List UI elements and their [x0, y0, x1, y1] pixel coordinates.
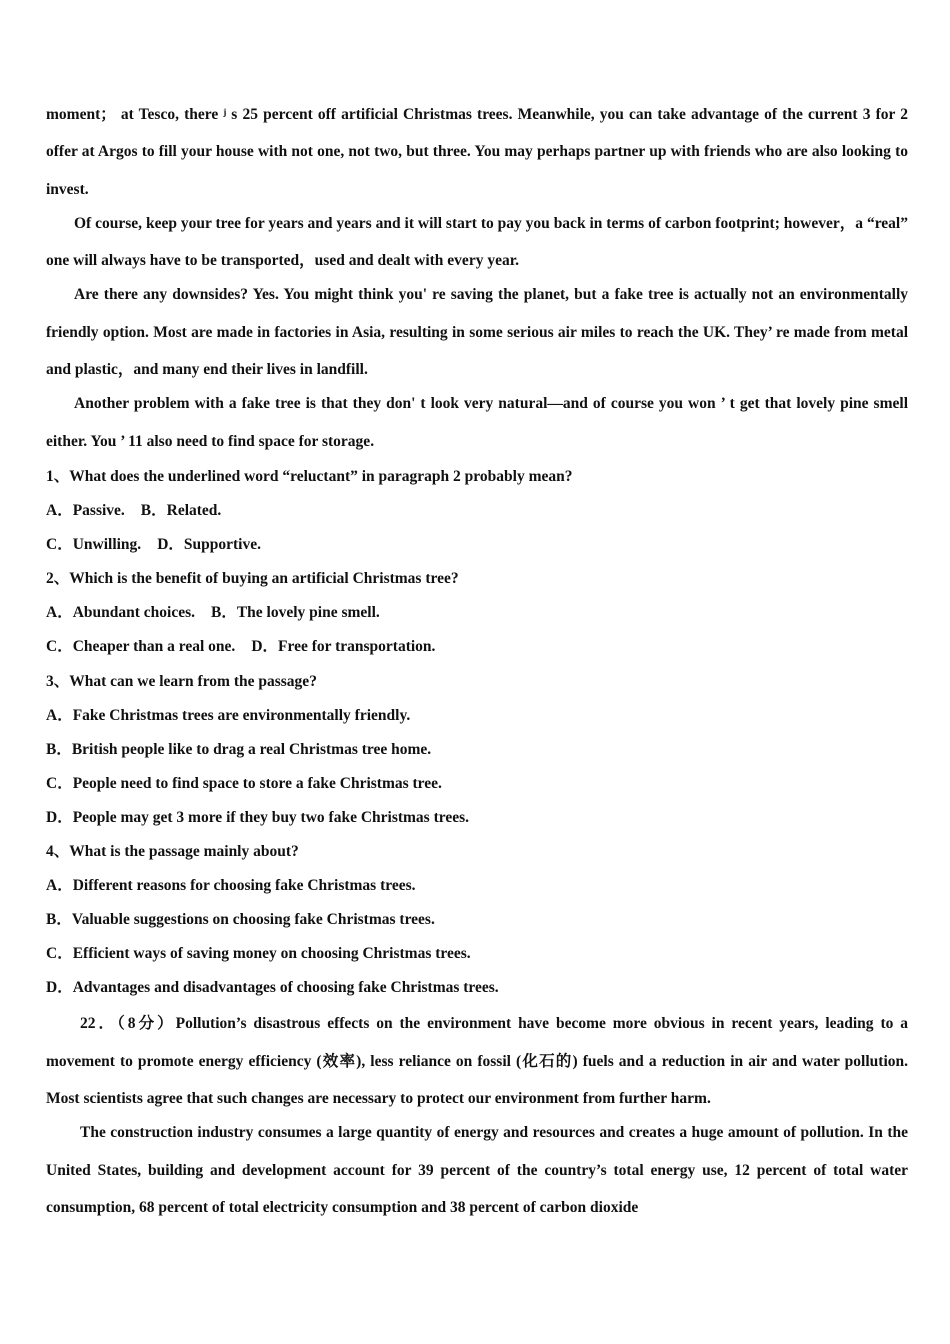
q22-paragraph-2: The construction industry consumes a large quantity of energy and resources and creates a huge amount of pollution. In the United States, building and development account for 39 percent of the country’s total energy use, 12 percent of total water consumption, 68 percent of total electricity consumption and 38 percent of carbon dioxide	[46, 1124, 908, 1216]
passage-paragraph-1: moment； at Tesco, there ʲ s 25 percent off artificial Christmas trees. Meanwhile, you can take advantage of the current 3 for 2 offer at Argos to fill your house with not one, not two, but three. You may perhaps partner up with friends who are also looking to invest.	[46, 106, 908, 198]
option-c[interactable]: C．People need to find space to store a fake Christmas tree.	[46, 774, 442, 792]
question-stem: 2、Which is the benefit of buying an artificial Christmas tree?	[46, 570, 459, 588]
option-a[interactable]: A．Passive.	[46, 502, 125, 520]
option-b[interactable]: B．British people like to drag a real Christmas tree home.	[46, 740, 432, 758]
option-b[interactable]: B．The lovely pine smell.	[211, 604, 380, 622]
passage-paragraph-2: Of course, keep your tree for years and years and it will start to pay you back in terms of carbon footprint; however，a “real” one will always have to be transported，used and dealt with every year.	[46, 214, 908, 270]
passage-paragraph-4: Another problem with a fake tree is that they don' t look very natural—and of course you won ’ t get that lovely pine smell either. You ’ 11 also need to find space for storage.	[46, 395, 908, 450]
option-b[interactable]: B．Valuable suggestions on choosing fake Christmas trees.	[46, 911, 435, 929]
question-2	[46, 562, 908, 664]
option-c[interactable]: C．Cheaper than a real one.	[46, 638, 236, 656]
q22-paragraph-1: 22．（8分）Pollution’s disastrous effects on the environment have become more obvious in recent years, leading to a movement to promote energy efficiency (效率), less reliance on fossil (化石的) fuels and a reduction in air and water pollution. Most scientists agree that such changes are necessary to protect our environment from further harm.	[46, 1015, 908, 1108]
option-row	[46, 494, 908, 528]
question-4	[46, 835, 908, 1005]
option-a[interactable]: A．Fake Christmas trees are environmentally friendly.	[46, 706, 411, 724]
question-stem: 3、What can we learn from the passage?	[46, 672, 317, 690]
question-stem: 4、What is the passage mainly about?	[46, 843, 299, 860]
option-row	[46, 630, 908, 664]
option-b[interactable]: B．Related.	[140, 502, 222, 520]
question-stem: 1、What does the underlined word “reluctant” in paragraph 2 probably mean?	[46, 467, 573, 485]
question-3	[46, 665, 908, 835]
option-a[interactable]: A．Abundant choices.	[46, 604, 195, 622]
passage-paragraph-3: Are there any downsides? Yes. You might think you' re saving the planet, but a fake tree is actually not an environmentally friendly option. Most are made in factories in Asia, resulting in some serious air miles to reach the UK. They’ re made from metal and plastic，and many end their lives in landfill.	[46, 286, 908, 379]
option-c[interactable]: C．Unwilling.	[46, 536, 142, 554]
option-c[interactable]: C．Efficient ways of saving money on choosing Christmas trees.	[46, 945, 471, 963]
document-page	[46, 96, 908, 1226]
option-a[interactable]: A．Different reasons for choosing fake Christmas trees.	[46, 877, 416, 895]
option-d[interactable]: D．Supportive.	[157, 536, 261, 554]
option-d[interactable]: D．People may get 3 more if they buy two fake Christmas trees.	[46, 808, 470, 826]
option-row	[46, 528, 908, 562]
option-row	[46, 596, 908, 630]
option-d[interactable]: D．Free for transportation.	[251, 638, 436, 656]
question-1	[46, 460, 908, 562]
option-d[interactable]: D．Advantages and disadvantages of choosing fake Christmas trees.	[46, 979, 499, 997]
